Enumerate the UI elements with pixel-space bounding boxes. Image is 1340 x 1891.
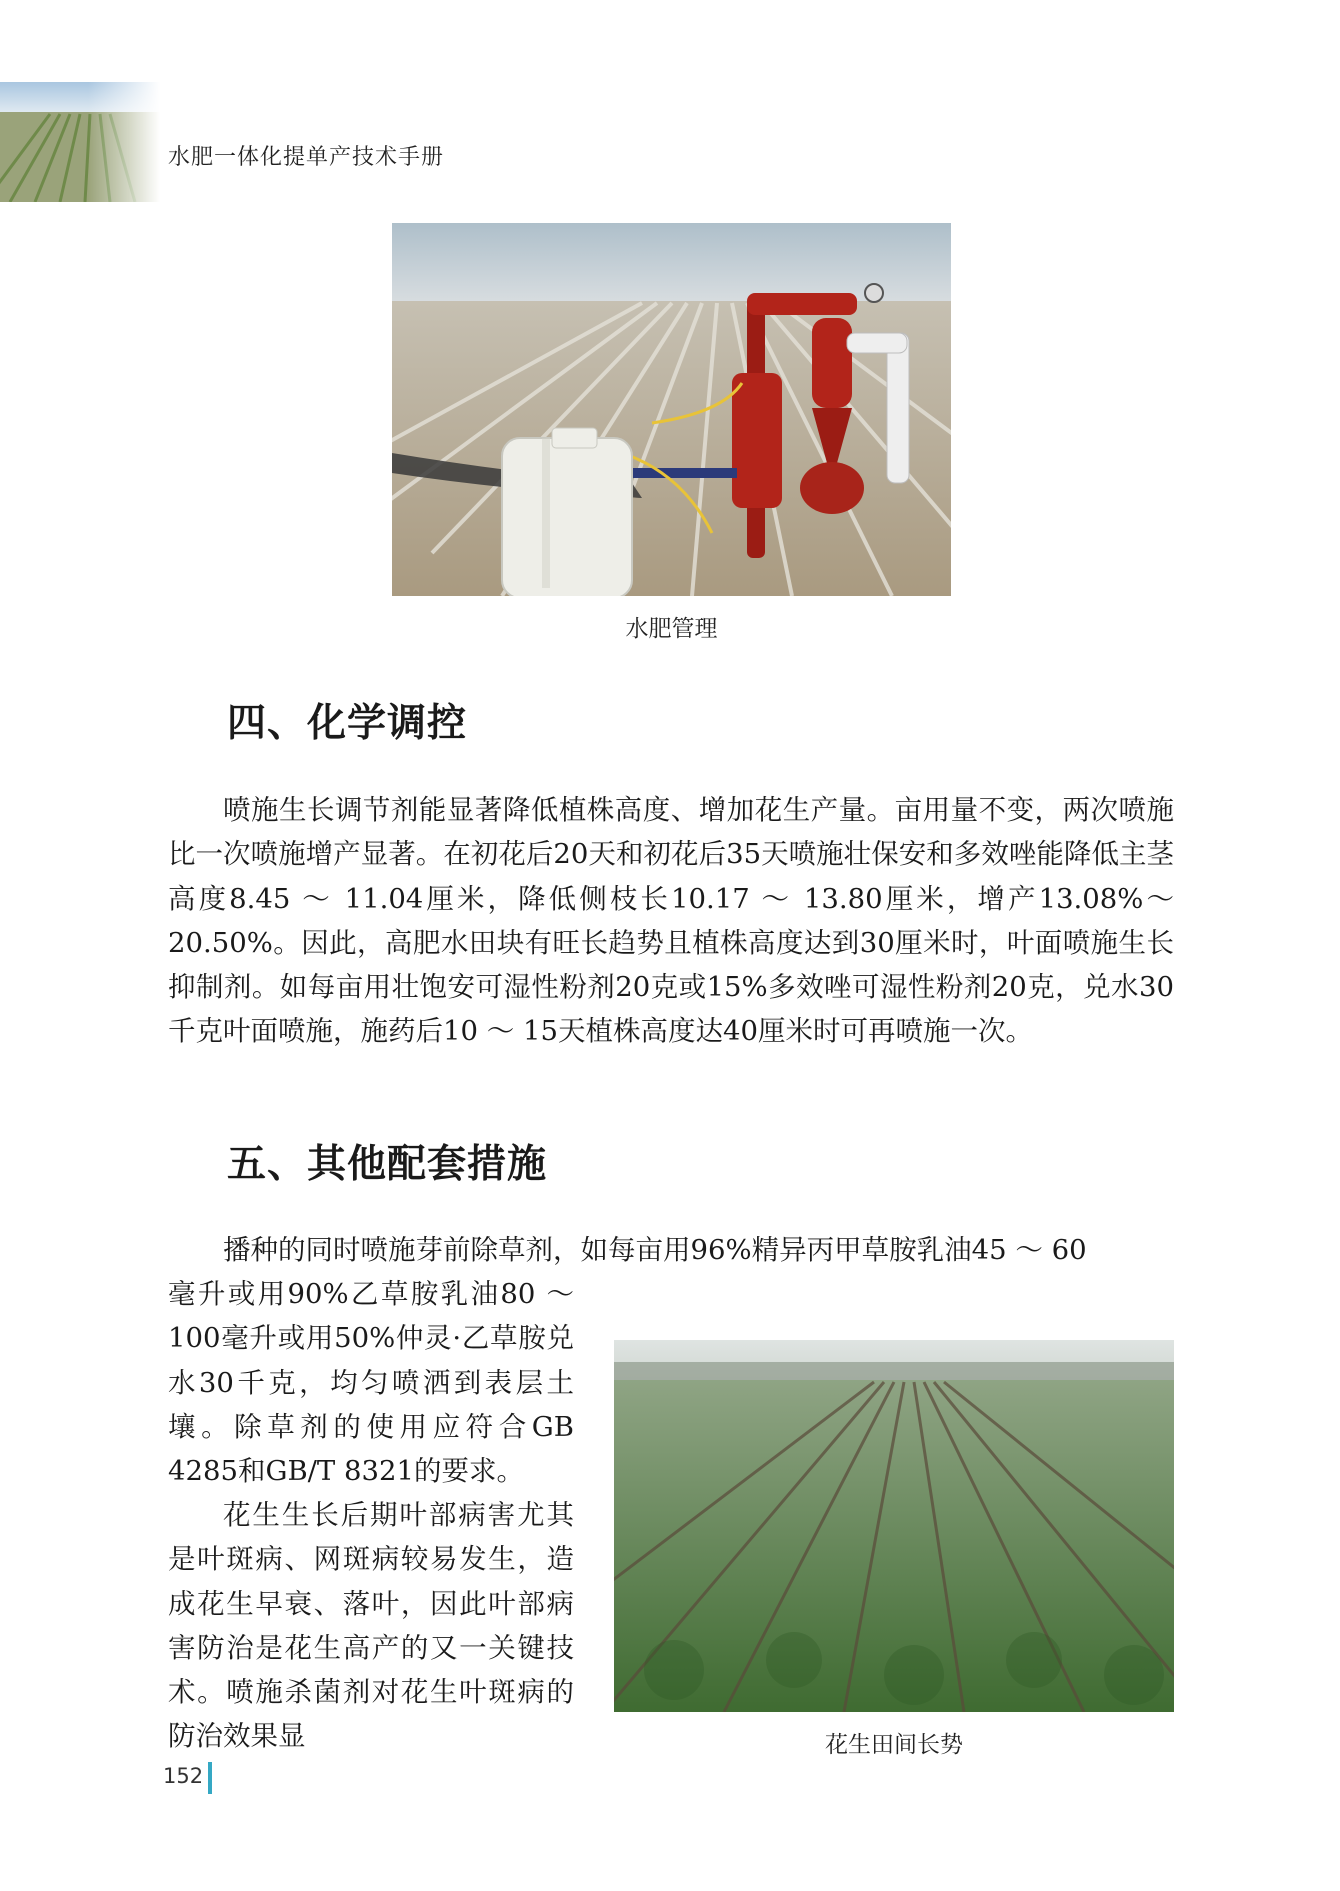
page-number-accent-bar [208, 1762, 212, 1794]
peanut-field-photo [614, 1340, 1174, 1712]
section-5-heading: 五、其他配套措施 [227, 1142, 548, 1187]
header-field-thumbnail [0, 82, 160, 202]
figure-1-caption: 水肥管理 [625, 616, 718, 642]
running-header-title: 水肥一体化提单产技术手册 [168, 145, 445, 170]
irrigation-equipment-photo [392, 223, 951, 596]
figure-2-caption: 花生田间长势 [825, 1732, 963, 1758]
section-5-paragraph-2: 花生生长后期叶部病害尤其是叶斑病、网斑病较易发生，造成花生早衰、落叶，因此叶部病害防治是花生高产的又一关键技术。喷施杀菌剂对花生叶斑病的防治效果显 [168, 1499, 574, 1753]
section-5-paragraph-1-first-line: 播种的同时喷施芽前除草剂，如每亩用96%精异丙甲草胺乳油45 ～ 60 [223, 1234, 1087, 1266]
page-number: 152 [163, 1764, 204, 1788]
section-5-paragraph-1-continued: 毫升或用90%乙草胺乳油80 ～ 100毫升或用50%仲灵·乙草胺兑水30千克，均匀喷洒到表层土壤。除草剂的使用应符合GB 4285和GB/T 8321的要求。 [168, 1278, 574, 1488]
section-4-heading: 四、化学调控 [227, 701, 468, 746]
section-4-paragraph: 喷施生长调节剂能显著降低植株高度、增加花生产量。亩用量不变，两次喷施比一次喷施增产显著。在初花后20天和初花后35天喷施壮保安和多效唑能降低主茎高度8.45 ～ 11.04厘米，降低侧枝长10.17 ～ 13.80厘米，增产13.08%～ 20.50%。因此，高肥水田块有旺长趋势且植株高度达到30厘米时，叶面喷施生长抑制剂。如每亩用壮饱安可湿性粉剂20克或15%多效唑可湿性粉剂20克，兑水30千克叶面喷施，施药后10 ～ 15天植株高度达40厘米时可再喷施一次。 [168, 794, 1174, 1048]
